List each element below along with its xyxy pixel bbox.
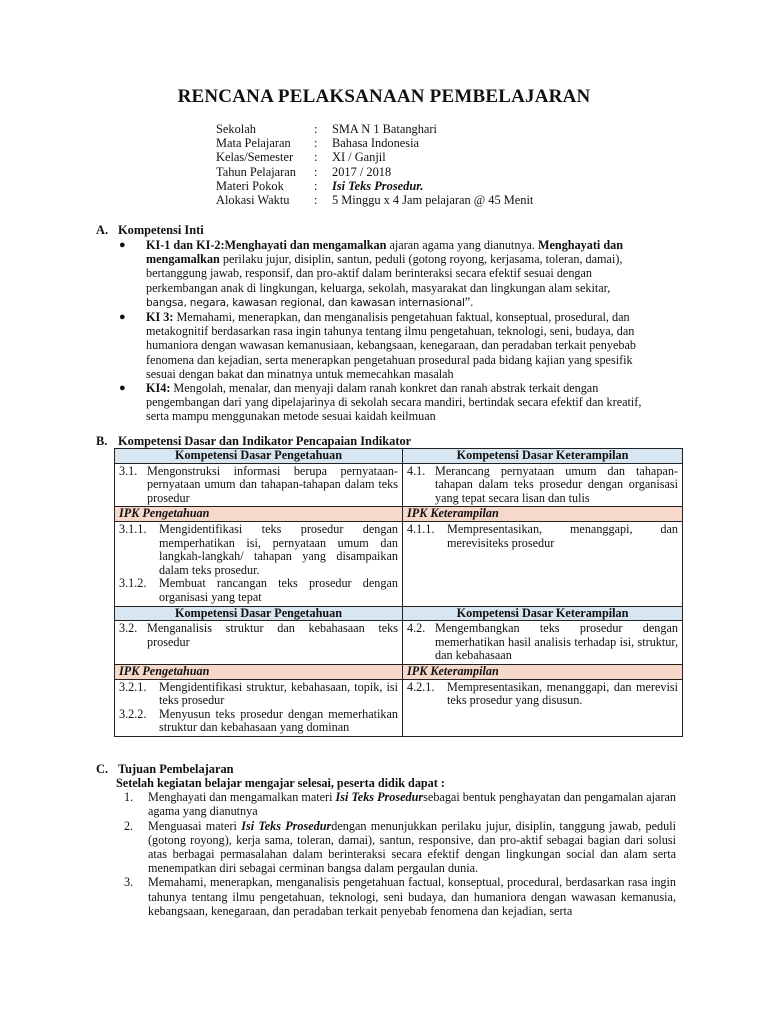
item-number: 3.	[124, 875, 134, 890]
ipk-text: Menyusun teks prosedur dengan memerhatikan struktur dan kebahasaan yang dominan	[159, 706, 398, 735]
section-title: Kompetensi Dasar dan Indikator Pencapaian Indikator	[118, 434, 412, 448]
ipk-text: Mempresentasikan, menanggapi, dan merevisiteks prosedur	[447, 521, 678, 550]
ki12-handwritten-line: bangsa, negara, kawasan regional, dan kawasan internasional	[146, 296, 465, 309]
info-sep: :	[314, 136, 318, 151]
ipk-text: Mempresentasikan, menanggapi, dan merevisi teks prosedur yang disusun.	[447, 679, 678, 708]
kd-text: Merancang pernyataan umum dan tahapan-tahapan dalam teks prosedur dengan organisasi yang tepat secara lisan dan tulis	[435, 463, 678, 505]
section-b-heading	[96, 434, 411, 449]
col-header-skill: Kompetensi Dasar Keterampilan	[403, 449, 683, 464]
ipk-header-knowledge: IPK Pengetahuan	[115, 664, 403, 679]
ipk-4-1-cell	[403, 521, 683, 606]
item-number: 1.	[124, 790, 134, 805]
section-a-heading	[96, 223, 204, 238]
ki12-bold-2: Menghayati dan mengamalkan	[146, 238, 624, 267]
list-item	[116, 875, 676, 918]
ipk-3-1-cell	[115, 521, 403, 606]
info-value: Bahasa Indonesia	[332, 136, 420, 151]
competency-table	[114, 448, 683, 737]
info-row-time	[216, 193, 533, 207]
section-letter: C.	[96, 762, 109, 776]
ipk-text: Mengidentifikasi teks prosedur dengan memperhatikan isi, pernyataan umum dan langkah-langkah/ tahapan yang disampaikan dalam teks prosedur.	[159, 521, 398, 577]
col-header-knowledge: Kompetensi Dasar Pengetahuan	[115, 449, 403, 464]
info-label: Tahun Pelajaran	[216, 164, 296, 179]
ki12-bold-1: KI-1 dan KI-2:Menghayati dan mengamalkan	[146, 238, 387, 252]
ipk-text: Membuat rancangan teks prosedur dengan organisasi yang tepat	[159, 576, 398, 604]
kd-4-2-cell	[403, 621, 683, 665]
learning-objectives	[116, 776, 676, 918]
kd-text: Mengonstruksi informasi berupa pernyataan-pernyataan umum dan tahapan-tahapan dalam teks prosedur	[147, 463, 398, 505]
info-value: 2017 / 2018	[332, 164, 392, 179]
info-label: Mata Pelajaran	[216, 136, 291, 151]
kd-text: Menganalisis struktur dan kebahasaan teks prosedur	[147, 621, 398, 649]
col-header-skill: Kompetensi Dasar Keterampilan	[403, 606, 683, 621]
ipk-header-knowledge: IPK Pengetahuan	[115, 507, 403, 522]
info-sep: :	[314, 122, 318, 136]
item-text: sebagai bentuk penghayatan dan pengamalan ajaran agama yang dianutnya	[148, 790, 677, 819]
ipk-3-2-cell	[115, 679, 403, 736]
ipk-number: 4.1.1.	[407, 521, 435, 536]
ipk-text: Mengidentifikasi struktur, kebahasaan, topik, isi teks prosedur	[159, 679, 398, 708]
identity-block	[216, 122, 533, 207]
bullet-icon: ●	[119, 311, 126, 324]
info-value: XI / Ganjil	[332, 150, 386, 165]
info-label: Alokasi Waktu	[216, 193, 290, 208]
info-sep: :	[314, 178, 318, 193]
item-text: dengan menunjukkan perilaku jujur, disiplin, tanggung jawab, peduli (gotong royong), kerja sama, toleran, damai), santun, responsive, dan pro-aktif sebagai bagian dari solusi atas berbagai permasalahan dalam berinteraksi secara efektif dengan lingkungan social dan alam serta menempatkan diri sebagai cerminan bangsa dalam pergaulan dunia.	[148, 818, 676, 876]
list-item	[116, 790, 676, 818]
info-row-school	[216, 122, 533, 136]
section-letter: A.	[96, 223, 109, 237]
kd-number: 3.2.	[119, 621, 138, 636]
table-row	[115, 621, 683, 665]
list-item-ki12	[116, 238, 656, 310]
item-text: Memahami, menerapkan, menganalisis pengetahuan factual, konseptual, procedural, berdasarkan rasa ingin tahunya tentang ilmu pengetahuan, teknologi, seni budaya, dan humaniora dengan wawasan kemanusia, kebangsaan, kenegaraan, dan peradaban terkait penyebab fenomena dan kejadian, serta	[148, 875, 676, 918]
info-sep: :	[314, 193, 318, 208]
table-header-row	[115, 606, 683, 621]
kd-number: 4.1.	[407, 463, 426, 478]
ipk-4-2-cell	[403, 679, 683, 736]
ipk-number: 4.2.1.	[407, 679, 435, 694]
info-label: Sekolah	[216, 122, 256, 136]
ipk-number: 3.1.2.	[119, 576, 147, 591]
kd-3-1-cell	[115, 463, 403, 507]
list-item-ki4	[116, 381, 656, 424]
kd-4-1-cell	[403, 463, 683, 507]
item-text: Menguasai materi	[148, 818, 242, 833]
table-row	[115, 679, 683, 736]
info-label: Materi Pokok	[216, 178, 284, 193]
ki12-text-2: perilaku jujur, disiplin, santun, peduli (gotong royong, kerjasama, toleran, damai), bertanggung jawab, responsif, dan pro-aktif dalam berinteraksi secara efektif sesuai dengan perkembangan anak di lingkungan, keluarga, sekolah, masyarakat dan lingkungan alam sekitar,	[146, 252, 623, 295]
section-title: Tujuan Pembelajaran	[118, 762, 234, 776]
info-row-subject	[216, 136, 533, 150]
list-item-ki3	[116, 310, 656, 381]
item-text: Menghayati dan mengamalkan materi	[148, 790, 336, 805]
ipk-number: 3.2.2.	[119, 706, 147, 721]
item-emphasis: Isi Teks Prosedur	[241, 818, 332, 833]
objectives-lead: Setelah kegiatan belajar mengajar selesai, peserta didik dapat :	[116, 776, 445, 790]
ki3-bold: KI 3:	[146, 310, 174, 325]
table-row	[115, 463, 683, 507]
col-header-knowledge: Kompetensi Dasar Pengetahuan	[115, 606, 403, 621]
info-row-year	[216, 165, 533, 179]
ki3-text: Memahami, menerapkan, dan menganalisis pengetahuan faktual, konseptual, prosedural, dan metakognitif berdasarkan rasa ingin tahunya tentang ilmu pengetahuan, teknologi, seni, budaya, dan humaniora dengan wawasan kemanusiaan, kebangsaan, kenegaraan, dan peradaban terkait penyebab fenomena dan kejadian, serta menerapkan pengetahuan prosedural pada bidang kajian yang spesifik sesuai dengan bakat dan minatnya untuk memecahkan masalah	[146, 310, 636, 381]
kd-text: Mengembangkan teks prosedur dengan memerhatikan hasil analisis terhadap isi, struktur, dan kebahasaan	[435, 621, 678, 663]
document-title: RENCANA PELAKSANAAN PEMBELAJARAN	[177, 86, 591, 107]
item-number: 2.	[124, 818, 134, 833]
info-sep: :	[314, 150, 318, 165]
bullet-icon: ●	[119, 382, 126, 395]
ipk-number: 3.2.1.	[119, 679, 147, 694]
info-row-class	[216, 150, 533, 164]
ki4-text: Mengolah, menalar, dan menyaji dalam ranah konkret dan ranah abstrak terkait dengan pengembangan dari yang dipelajarinya di sekolah secara mandiri, bertindak secara efektif dan kreatif, serta mampu menggunakan metode sesuai kaidah keilmuan	[146, 381, 642, 424]
ki12-text-1: ajaran agama yang dianutnya.	[386, 238, 539, 252]
kd-number: 3.1.	[119, 463, 138, 478]
table-row	[115, 521, 683, 606]
ipk-header-row	[115, 664, 683, 679]
core-competency-list	[116, 238, 656, 424]
info-row-topic	[216, 179, 533, 193]
ki12-end: ”.	[464, 294, 474, 309]
kd-number: 4.2.	[407, 621, 426, 636]
info-value: Isi Teks Prosedur.	[332, 178, 424, 193]
section-c-heading	[96, 762, 234, 777]
list-item	[116, 819, 676, 876]
table-header-row	[115, 449, 683, 464]
kd-3-2-cell	[115, 621, 403, 665]
ipk-number: 3.1.1.	[119, 521, 147, 536]
section-title: Kompetensi Inti	[118, 223, 204, 237]
ipk-header-skill: IPK Keterampilan	[403, 664, 683, 679]
info-sep: :	[314, 164, 318, 179]
info-value: 5 Minggu x 4 Jam pelajaran @ 45 Menit	[332, 193, 534, 208]
ipk-header-skill: IPK Keterampilan	[403, 507, 683, 522]
info-value: SMA N 1 Batanghari	[332, 122, 437, 136]
bullet-icon: ●	[119, 239, 126, 251]
item-emphasis: Isi Teks Prosedur	[335, 790, 424, 805]
section-letter: B.	[96, 434, 108, 448]
ipk-header-row	[115, 507, 683, 522]
info-label: Kelas/Semester	[216, 150, 294, 165]
ki4-bold: KI4:	[146, 381, 171, 396]
